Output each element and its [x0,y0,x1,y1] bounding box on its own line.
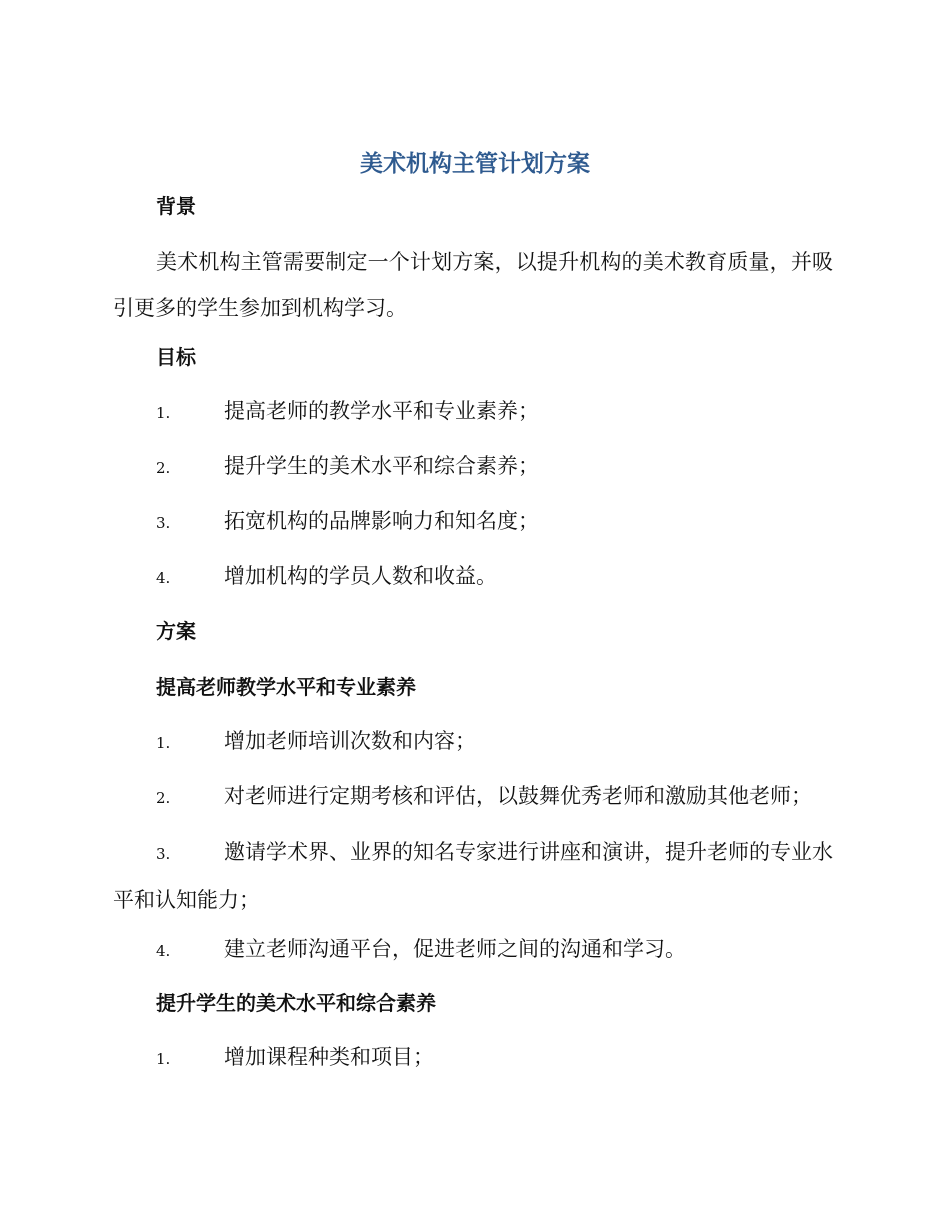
list-item [156,397,539,427]
list-text: 邀请学术界、业界的知名专家进行讲座和演讲，提升老师的专业水平和认知能力； [113,840,833,912]
list-text: 增加课程种类和项目； [224,1045,434,1069]
subsection-heading-students: 提升学生的美术水平和综合素养 [156,991,436,1015]
list-number: 2. [156,789,171,807]
list-item [113,829,835,923]
list-number: 3. [156,514,171,532]
list-number: 2. [156,459,171,477]
list-number: 4. [156,942,171,960]
list-number: 3. [156,845,171,863]
list-text: 建立老师沟通平台，促进老师之间的沟通和学习。 [224,937,686,961]
section-heading-goals: 目标 [156,345,196,369]
list-number: 1. [156,1050,171,1068]
list-text: 提高老师的教学水平和专业素养； [224,399,539,423]
list-text: 拓宽机构的品牌影响力和知名度； [224,509,539,533]
list-item [156,507,539,537]
section-heading-plan: 方案 [156,619,196,643]
list-text: 增加机构的学员人数和收益。 [224,564,497,588]
list-item [156,782,812,812]
subsection-heading-teachers: 提高老师教学水平和专业素养 [156,675,416,699]
list-number: 1. [156,404,171,422]
list-item [156,935,686,965]
list-text: 对老师进行定期考核和评估，以鼓舞优秀老师和激励其他老师； [224,784,812,808]
list-item [156,727,476,757]
section-heading-background: 背景 [156,194,196,218]
list-item [156,452,539,482]
document-title: 美术机构主管计划方案 [360,151,590,177]
list-number: 1. [156,734,171,752]
list-item [156,562,497,592]
list-number: 4. [156,569,171,587]
list-text: 提升学生的美术水平和综合素养； [224,454,539,478]
list-text: 增加老师培训次数和内容； [224,729,476,753]
list-item [156,1043,434,1073]
background-paragraph: 美术机构主管需要制定一个计划方案，以提升机构的美术教育质量，并吸引更多的学生参加到机构学习。 [113,250,833,320]
